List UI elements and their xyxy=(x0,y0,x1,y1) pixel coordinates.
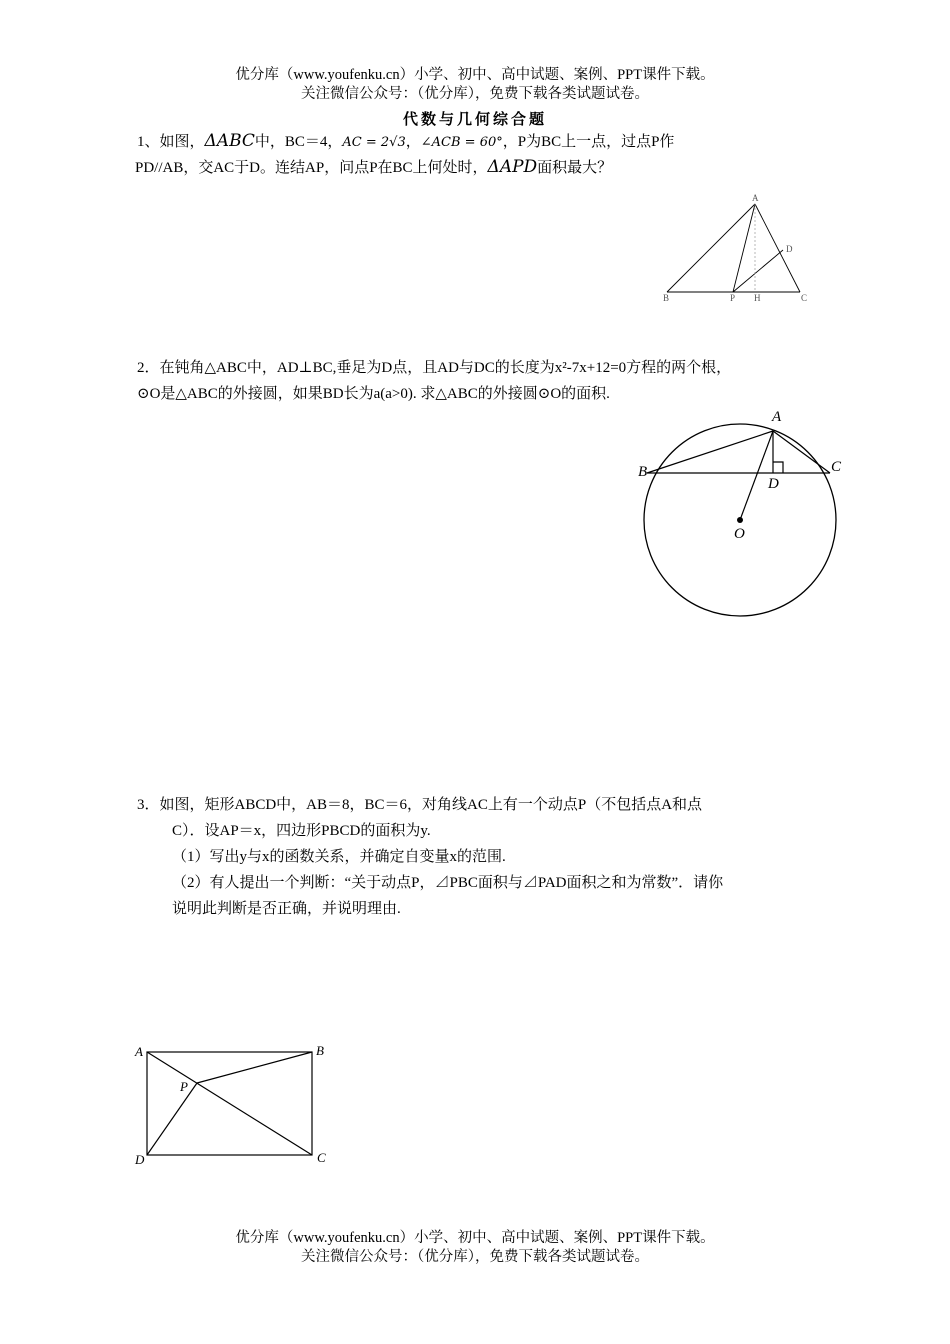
q1-figure xyxy=(655,190,825,310)
footer-line-2: 关注微信公众号：（优分库），免费下载各类试题试卷。 xyxy=(301,1249,649,1265)
q2-right-angle-mark xyxy=(773,462,783,473)
q2-segment-ab xyxy=(647,431,773,473)
q1-ac-formula: AC = 2√3 xyxy=(342,135,406,150)
q3-part-1: （1）写出y与x的函数关系，并确定自变量x的范围. xyxy=(172,849,506,865)
footer-line-1: 优分库（www.youfenku.cn）小学、初中、高中试题、案例、PPT课件下载。 xyxy=(235,1230,715,1246)
q1-segment-ap xyxy=(733,204,755,292)
q1-label-c: C xyxy=(801,293,808,303)
q1-segment-ac xyxy=(755,204,800,292)
q1-triangle-abc: ΔABC xyxy=(204,131,255,151)
q2-line-1: 2．在钝角△ABC中，AD⊥BC,垂足为D点，且AD与DC的长度为x²-7x+12=0方程的两个根， xyxy=(137,360,732,376)
q1-line-1 xyxy=(137,128,827,156)
q3-segment-pd xyxy=(147,1083,197,1155)
page-title: 代数与几何综合题 xyxy=(402,110,547,128)
q1-prefix: 1、如图， xyxy=(137,134,205,150)
q2-label-o: O xyxy=(734,526,745,542)
q1-label-p: P xyxy=(730,293,736,303)
q1-line2a: PD//AB，交AC于D。连结AP，问点P在BC上何处时， xyxy=(135,160,488,176)
q3-label-b: B xyxy=(316,1043,324,1058)
q3-part-2a: （2）有人提出一个判断：“关于动点P，⊿PBC面积与⊿PAD面积之和为常数”．请你 xyxy=(172,875,724,891)
q3-segment-pb xyxy=(197,1052,312,1083)
q3-diagonal-ac xyxy=(147,1052,312,1155)
header-line-2: 关注微信公众号：（优分库），免费下载各类试题试卷。 xyxy=(301,86,649,102)
q2-figure xyxy=(620,400,850,630)
header-line-1: 优分库（www.youfenku.cn）小学、初中、高中试题、案例、PPT课件下载。 xyxy=(235,67,715,83)
q2-label-d: D xyxy=(768,476,779,492)
q1-segment-pd xyxy=(733,250,783,292)
q3-line-2: C）．设AP＝x，四边形PBCD的面积为y. xyxy=(172,823,431,839)
q1-label-b: B xyxy=(663,293,670,303)
q3-part-2b: 说明此判断是否正确，并说明理由. xyxy=(172,901,401,917)
q2-label-c: C xyxy=(831,459,842,475)
q1-angle-formula: ∠ACB = 60° xyxy=(420,135,503,150)
q1-mid: 中，BC＝4， xyxy=(254,134,343,150)
q1-label-a: A xyxy=(752,193,759,203)
q1-triangle-apd: ΔAPD xyxy=(487,157,538,177)
q3-figure xyxy=(130,1040,340,1170)
q2-line-2: ⊙O是△ABC的外接圆，如果BD长为a(a>0). 求△ABC的外接圆⊙O的面积. xyxy=(137,386,610,402)
q1-label-h: H xyxy=(754,293,761,303)
q1-suffix: ，P为BC上一点，过点P作 xyxy=(502,134,675,150)
q3-label-p: P xyxy=(180,1079,188,1094)
q3-label-d: D xyxy=(135,1152,145,1167)
q2-label-a: A xyxy=(772,409,782,425)
q1-segment-ab xyxy=(667,204,755,292)
q3-line-1: 3．如图，矩形ABCD中，AB＝8，BC＝6，对角线AC上有一个动点P（不包括点A和点 xyxy=(137,797,703,813)
q3-label-c: C xyxy=(317,1150,326,1165)
q3-label-a: A xyxy=(135,1044,143,1059)
q1-label-d: D xyxy=(786,244,793,254)
q2-center-point xyxy=(737,517,743,523)
q1-line2b: 面积最大？ xyxy=(537,160,613,176)
q1-sep: ， xyxy=(405,134,421,150)
q1-line-2 xyxy=(135,154,825,181)
q2-label-b: B xyxy=(638,464,648,480)
q2-segment-ac xyxy=(773,431,830,473)
